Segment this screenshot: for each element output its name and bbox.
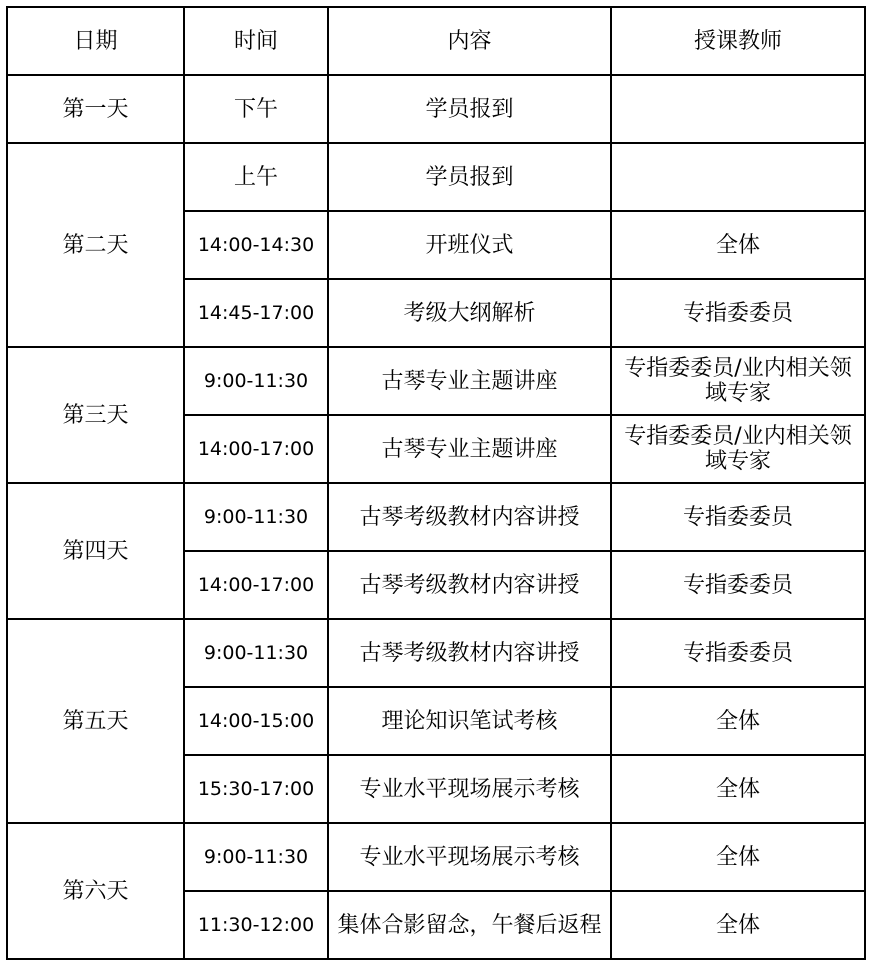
header-time: 时间: [184, 7, 328, 75]
table-row: [7, 483, 865, 551]
time-cell: 14:00-14:30: [184, 211, 328, 279]
header-content: 内容: [328, 7, 611, 75]
time-cell: 9:00-11:30: [184, 347, 328, 415]
content-cell: 理论知识笔试考核: [328, 687, 611, 755]
day-cell: 第五天: [7, 619, 184, 823]
table-row: [7, 75, 865, 143]
time-cell: 下午: [184, 75, 328, 143]
content-cell: 古琴考级教材内容讲授: [328, 551, 611, 619]
time-cell: 14:00-15:00: [184, 687, 328, 755]
header-teacher: 授课教师: [611, 7, 865, 75]
header-row: [7, 7, 865, 75]
teacher-cell: 全体: [611, 211, 865, 279]
content-cell: 专业水平现场展示考核: [328, 823, 611, 891]
teacher-cell: [611, 75, 865, 143]
teacher-cell: 专指委委员: [611, 551, 865, 619]
teacher-cell: 专指委委员: [611, 483, 865, 551]
time-cell: 14:00-17:00: [184, 415, 328, 483]
content-cell: 集体合影留念，午餐后返程: [328, 891, 611, 959]
day-cell: 第四天: [7, 483, 184, 619]
content-cell: 专业水平现场展示考核: [328, 755, 611, 823]
time-cell: 9:00-11:30: [184, 823, 328, 891]
content-cell: 学员报到: [328, 143, 611, 211]
teacher-cell: 专指委委员: [611, 619, 865, 687]
time-cell: 14:45-17:00: [184, 279, 328, 347]
schedule-table: [6, 6, 866, 960]
teacher-cell: 全体: [611, 687, 865, 755]
table-row: [7, 823, 865, 891]
content-cell: 古琴考级教材内容讲授: [328, 619, 611, 687]
table-row: [7, 143, 865, 211]
time-cell: 9:00-11:30: [184, 483, 328, 551]
teacher-cell: 全体: [611, 823, 865, 891]
teacher-cell: 全体: [611, 891, 865, 959]
teacher-cell: 专指委委员/业内相关领域专家: [611, 347, 865, 415]
table-row: [7, 619, 865, 687]
time-cell: 14:00-17:00: [184, 551, 328, 619]
teacher-cell: [611, 143, 865, 211]
time-cell: 上午: [184, 143, 328, 211]
content-cell: 考级大纲解析: [328, 279, 611, 347]
header-date: 日期: [7, 7, 184, 75]
content-cell: 古琴专业主题讲座: [328, 347, 611, 415]
table-row: [7, 347, 865, 415]
content-cell: 学员报到: [328, 75, 611, 143]
teacher-cell: 全体: [611, 755, 865, 823]
teacher-cell: 专指委委员: [611, 279, 865, 347]
content-cell: 开班仪式: [328, 211, 611, 279]
content-cell: 古琴专业主题讲座: [328, 415, 611, 483]
day-cell: 第二天: [7, 143, 184, 347]
day-cell: 第一天: [7, 75, 184, 143]
time-cell: 15:30-17:00: [184, 755, 328, 823]
day-cell: 第六天: [7, 823, 184, 959]
content-cell: 古琴考级教材内容讲授: [328, 483, 611, 551]
day-cell: 第三天: [7, 347, 184, 483]
time-cell: 11:30-12:00: [184, 891, 328, 959]
time-cell: 9:00-11:30: [184, 619, 328, 687]
teacher-cell: 专指委委员/业内相关领域专家: [611, 415, 865, 483]
